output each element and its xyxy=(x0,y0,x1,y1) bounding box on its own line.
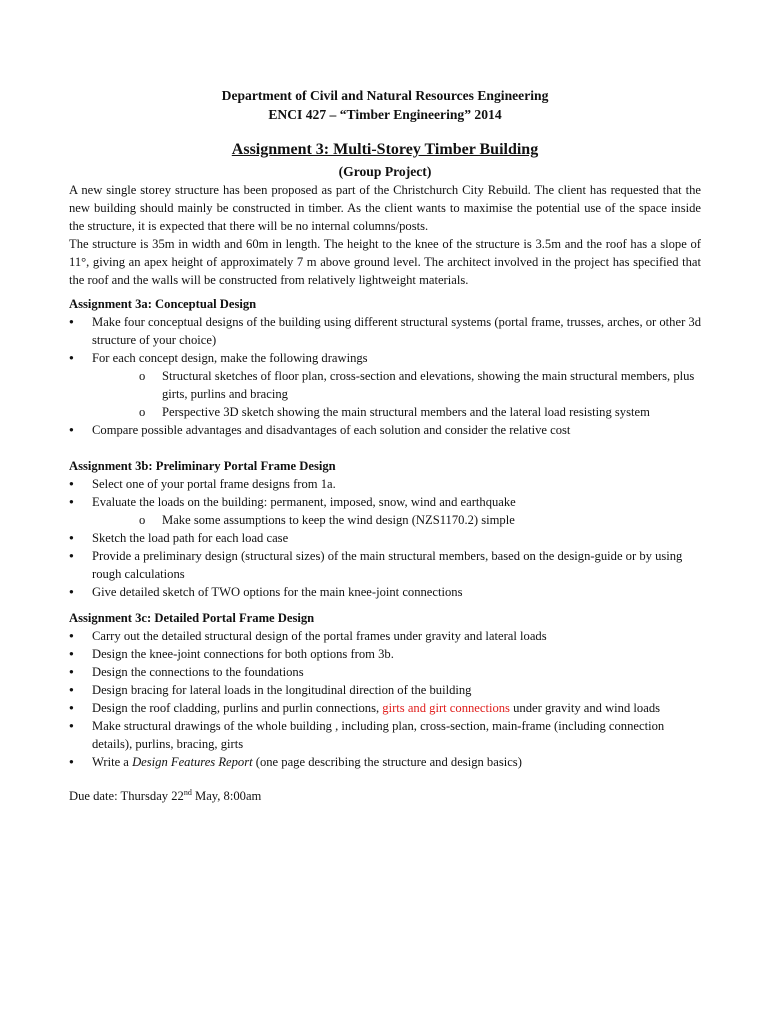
list-item-text: Write a xyxy=(92,755,133,769)
list-item xyxy=(69,547,701,583)
list-item xyxy=(69,349,701,421)
list-item-text: Select one of your portal frame designs from 1a. xyxy=(92,477,336,491)
list-item xyxy=(69,753,701,771)
sub-list-item xyxy=(92,403,701,421)
list-item-text: Evaluate the loads on the building: permanent, imposed, snow, wind and earthquake xyxy=(92,495,516,509)
sub-list xyxy=(92,511,701,529)
list-item-text: Design the connections to the foundations xyxy=(92,665,304,679)
section-3c-heading: Assignment 3c: Detailed Portal Frame Design xyxy=(69,611,315,625)
list-item-text: Give detailed sketch of TWO options for the main knee-joint connections xyxy=(92,585,463,599)
list-item-text: Carry out the detailed structural design of the portal frames under gravity and lateral loads xyxy=(92,629,547,643)
sub-list-item-text: Perspective 3D sketch showing the main structural members and the lateral load resisting system xyxy=(162,405,650,419)
section-3b-list xyxy=(69,475,701,601)
list-item-text: (one page describing the structure and design basics) xyxy=(252,755,522,769)
list-item-text: Make structural drawings of the whole building , including plan, cross-section, main-frame (including connection details), purlins, bracing, girts xyxy=(92,719,665,751)
list-item xyxy=(69,529,701,547)
list-item-text: Compare possible advantages and disadvantages of each solution and consider the relative cost xyxy=(92,423,571,437)
due-date-time: May, 8:00am xyxy=(191,789,262,803)
assignment-title: Assignment 3: Multi-Storey Timber Building xyxy=(231,141,539,158)
section-3a-heading: Assignment 3a: Conceptual Design xyxy=(69,297,257,311)
description-paragraph: The structure is 35m in width and 60m in length. The height to the knee of the structure is 3.5m and the roof has a slope of 11°, giving an apex height of approximately 7 m above ground level. The architect involved in the project has specified that the roof and the walls will be constructed from relatively lightweight materials. xyxy=(69,237,701,287)
list-item xyxy=(69,627,701,645)
due-date-ordinal: nd xyxy=(183,787,192,797)
intro-paragraph: A new single storey structure has been proposed as part of the Christchurch City Rebuild. The client has requested that the new building should mainly be constructed in timber. As the client wants to maximise the potential use of the space inside the structure, it is expected that there will be no internal columns/posts. xyxy=(69,183,701,233)
section-3c-list xyxy=(69,627,701,771)
list-item-text: under gravity and wind loads xyxy=(509,701,661,715)
due-date xyxy=(69,787,701,805)
list-item xyxy=(69,717,701,753)
list-item xyxy=(69,681,701,699)
list-item xyxy=(69,475,701,493)
list-item xyxy=(69,313,701,349)
assignment-document xyxy=(69,86,701,805)
report-title-italic: Design Features Report xyxy=(132,755,253,769)
list-item xyxy=(69,583,701,601)
list-item-text: Provide a preliminary design (structural sizes) of the main structural members, based on the design-guide or by using rough calculations xyxy=(92,549,683,581)
list-item xyxy=(69,663,701,681)
sub-list-item-text: Make some assumptions to keep the wind design (NZS1170.2) simple xyxy=(162,513,515,527)
list-item xyxy=(69,699,701,717)
course-heading: ENCI 427 – “Timber Engineering” 2014 xyxy=(268,107,502,122)
sub-list-item xyxy=(92,367,701,403)
list-item-text: For each concept design, make the following drawings xyxy=(92,351,368,365)
list-item-text: Design the knee-joint connections for both options from 3b. xyxy=(92,647,394,661)
list-item xyxy=(69,645,701,663)
list-item-text: Make four conceptual designs of the building using different structural systems (portal frame, trusses, arches, or other 3d structure of your choice) xyxy=(92,315,702,347)
sub-list-item-text: Structural sketches of floor plan, cross-section and elevations, showing the main structural members, plus girts, purlins and bracing xyxy=(162,369,695,401)
highlighted-text: girts and girt connections xyxy=(382,701,510,715)
sub-list-item xyxy=(92,511,701,529)
section-3b-heading: Assignment 3b: Preliminary Portal Frame Design xyxy=(69,459,336,473)
department-heading: Department of Civil and Natural Resources Engineering xyxy=(221,88,549,103)
list-item-text: Design the roof cladding, purlins and purlin connections, xyxy=(92,701,383,715)
assignment-subtitle: (Group Project) xyxy=(338,164,432,179)
list-item-text: Sketch the load path for each load case xyxy=(92,531,289,545)
sub-list xyxy=(92,367,701,421)
list-item xyxy=(69,421,701,439)
list-item-text: Design bracing for lateral loads in the longitudinal direction of the building xyxy=(92,683,472,697)
list-item xyxy=(69,493,701,529)
section-3a-list xyxy=(69,313,701,439)
due-date-text: Due date: Thursday 22 xyxy=(69,789,184,803)
